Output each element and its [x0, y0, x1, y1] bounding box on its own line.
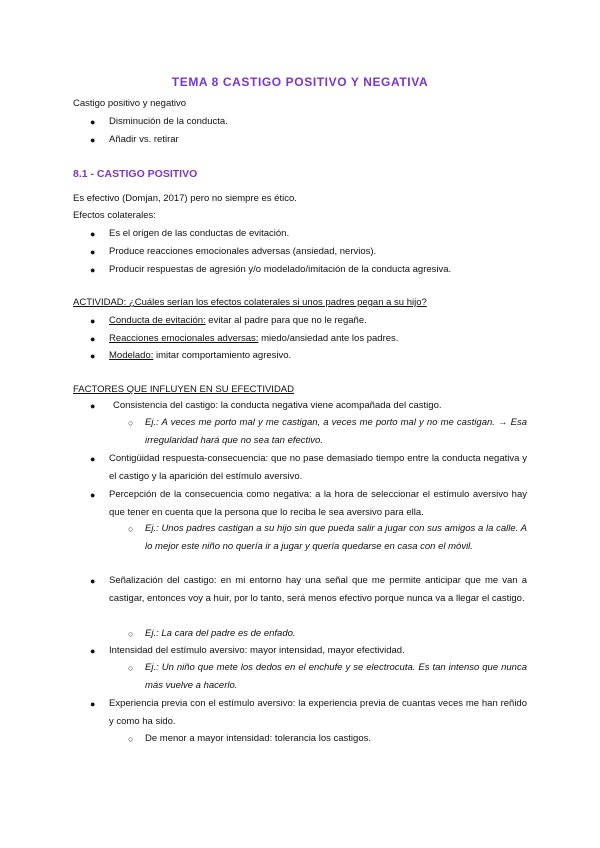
factor-item: Contigüidad respuesta-consecuencia: que no pase demasiado tiempo entre la conducta negativa y el castigo y la aparición del estímulo aversivo.: [109, 453, 527, 482]
bullet-icon: ●: [90, 135, 96, 145]
bullet-icon: ●: [90, 117, 96, 127]
section-heading: 8.1 - CASTIGO POSITIVO: [73, 168, 198, 180]
bullet-icon: ●: [90, 454, 96, 464]
bullet-icon: ●: [90, 699, 96, 709]
bullet-icon: ●: [90, 265, 96, 275]
circle-bullet-icon: ○: [128, 524, 134, 534]
factor-example: Ej.: Un niño que mete los dedos en el enchufe y se electrocuta. Es tan intenso que nunca más vuelve a hacerlo.: [145, 662, 527, 691]
activity-heading: ACTIVIDAD: ¿Cuáles serían los efectos colaterales si unos padres pegan a su hijo?: [73, 297, 427, 308]
factor-example: Ej.: A veces me porto mal y me castigan, a veces me porto mal y no me castigan. → Esa irregularidad hará que no sea tan efectivo.: [145, 417, 527, 446]
factor-example: De menor a mayor intensidad: tolerancia los castigos.: [145, 733, 372, 744]
bullet-icon: ●: [90, 576, 96, 586]
circle-bullet-icon: ○: [128, 418, 134, 428]
bullet-icon: ●: [90, 247, 96, 257]
section-line: Efectos colaterales:: [73, 210, 156, 221]
bullet-icon: ●: [90, 490, 96, 500]
page-title: TEMA 8 CASTIGO POSITIVO Y NEGATIVA: [171, 75, 429, 89]
factor-item: Experiencia previa con el estímulo aversivo: la experiencia previa de cuantas veces me han reñido y como ha sido.: [109, 698, 527, 727]
circle-bullet-icon: ○: [128, 663, 134, 673]
document-page: TEMA 8 CASTIGO POSITIVO Y NEGATIVA Castigo positivo y negativo ● Disminución de la conducta. ● Añadir vs. retirar 8.1 - CASTIGO POSITIVO Es efectivo (Domjan, 2017) pero no siempre es ético. Efectos colaterales: ● Es el origen de las conductas de evitación. ● Produce reacciones emocionales adversas (ansiedad, nervios). ● Producir respuestas de agresión y/o modelado/imitación de la conducta agresiva. ACTIVIDAD: ¿Cuáles serían los efectos colaterales si unos padres pegan a su hijo? ● Conducta de evitación: evitar al padre para que no le regañe. ● Reacciones emocionales adversas: miedo/ansiedad ante los padres. ● Modelado: imitar comportamiento agresivo. FACTORES QUE INFLUYEN EN SU EFECTIVIDAD ● Consistencia del castigo: la conducta negativa viene acompañada del castigo. ○ Ej.: A veces me porto mal y me castigan, a veces me porto mal y no me castigan. → Esa irregularidad hará que no sea tan efectivo. ● Contigüidad respuesta-consecuencia: que no pase demasiado tiempo entre la conducta negativa y el castigo y la aparición del estímulo aversivo. ● Percepción de la consecuencia como negativa: a la hora de seleccionar el estímulo aversivo hay que tener en cuenta que la persona que lo reciba le sea aversivo para ella. ○ Ej.: Unos padres castigan a su hijo sin que pueda salir a jugar con sus amigos a la calle. A lo mejor este niño no quería ir a jugar y quería quedarse en casa con el móvil. ● Señalización del castigo: en mi entorno hay una señal que me permite anticipar que me van a castigar, entonces voy a huir, por lo tanto, será menos efectivo porque nunca va a llegar el castigo. ○ Ej.: La cara del padre es de enfado. ● Intensidad del estímulo aversivo: mayor intensidad, mayor efectividad. ○ Ej.: Un niño que mete los dedos en el enchufe y se electrocuta. Es tan intenso que nunca más vuelve a hacerlo. ● Experiencia previa con el estímulo aversivo: la experiencia previa de cuantas veces me han reñido y como ha sido. ○ De menor a mayor intensidad: tolerancia los castigos.: [0, 0, 600, 848]
factor-example: Ej.: Unos padres castigan a su hijo sin que pueda salir a jugar con sus amigos a la calle. A lo mejor este niño no quería ir a jugar y quería quedarse en casa con el móvil.: [145, 523, 527, 552]
intro-heading: Castigo positivo y negativo: [73, 98, 187, 109]
bullet-icon: ●: [90, 229, 96, 239]
factor-item: Consistencia del castigo: la conducta negativa viene acompañada del castigo.: [113, 400, 442, 411]
bullet-icon: ●: [90, 646, 96, 656]
bullet-icon: ●: [90, 316, 96, 326]
bullet-icon: ●: [90, 334, 96, 344]
factor-example: Ej.: La cara del padre es de enfado.: [145, 628, 296, 639]
bullet-icon: ●: [90, 401, 96, 411]
section-line: Es efectivo (Domjan, 2017) pero no siempre es ético.: [73, 193, 297, 204]
circle-bullet-icon: ○: [128, 734, 134, 744]
factor-item: Percepción de la consecuencia como negativa: a la hora de seleccionar el estímulo aversivo hay que tener en cuenta que la persona que lo reciba le sea aversivo para ella.: [109, 489, 527, 518]
factors-heading: FACTORES QUE INFLUYEN EN SU EFECTIVIDAD: [73, 384, 295, 395]
factor-item: Intensidad del estímulo aversivo: mayor intensidad, mayor efectividad.: [109, 645, 405, 656]
bullet-icon: ●: [90, 351, 96, 361]
factor-item: Señalización del castigo: en mi entorno hay una señal que me permite anticipar que me van a castigar, entonces voy a huir, por lo tanto, será menos efectivo porque nunca va a llegar el castigo.: [109, 575, 527, 604]
circle-bullet-icon: ○: [128, 629, 134, 639]
